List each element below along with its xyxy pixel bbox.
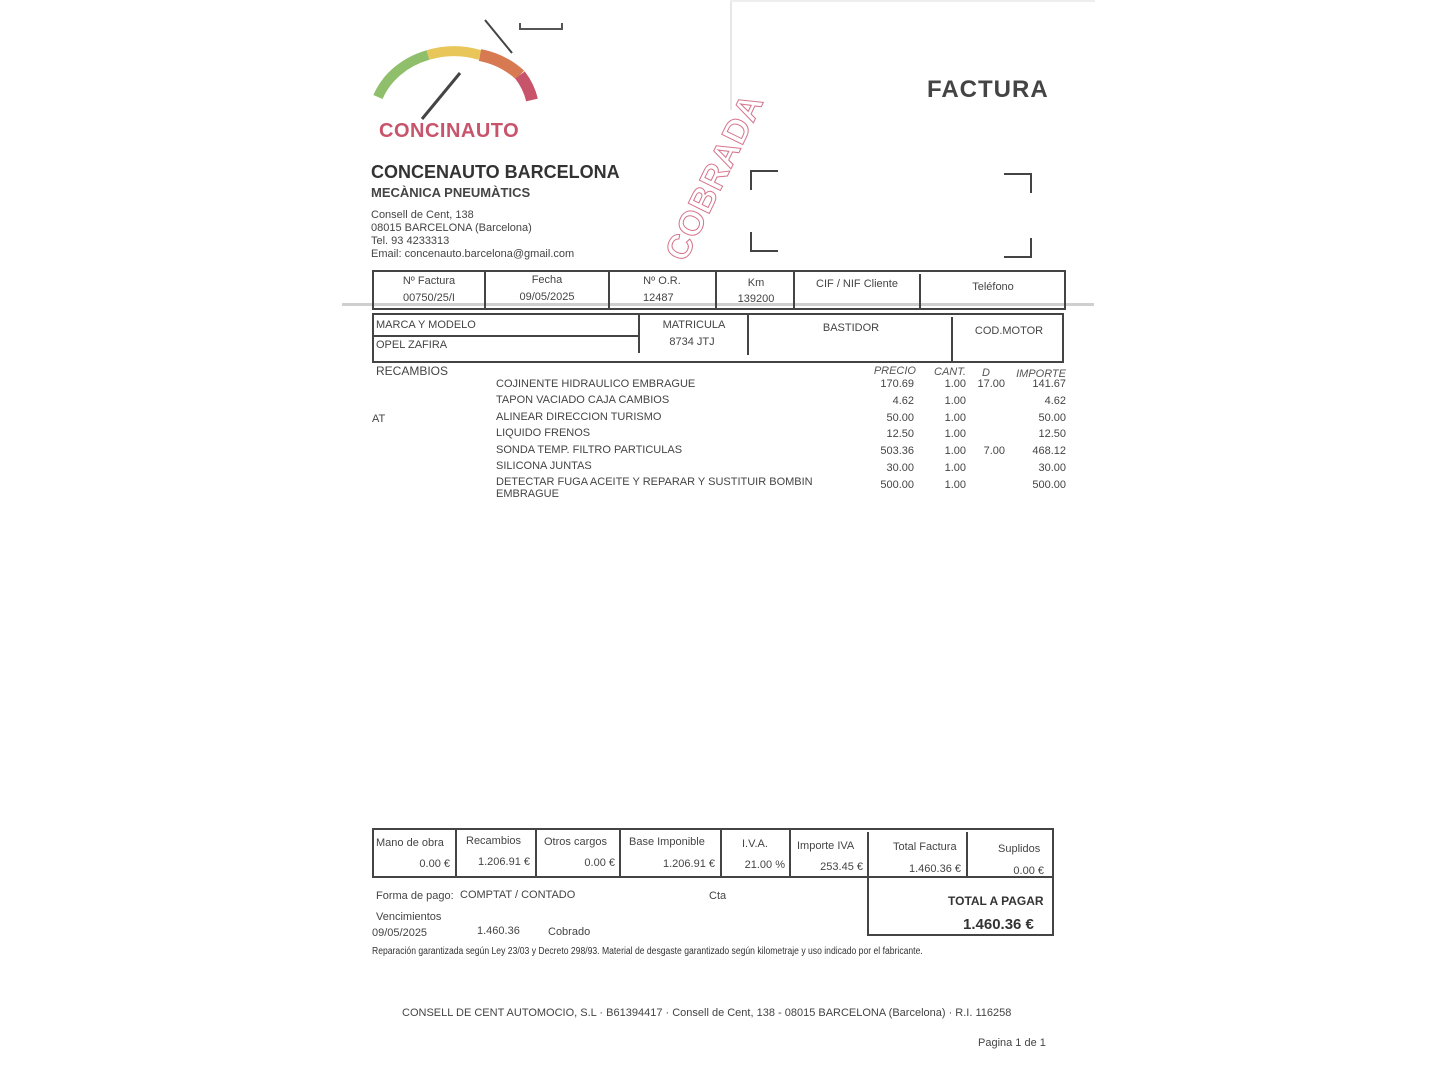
divider [919, 274, 921, 308]
divider [867, 832, 869, 876]
legal-notice: Reparación garantizada según Ley 23/03 y Decreto 298/93. Material de desgaste garantizado según kilometraje y uso indicado por el fabricante. [372, 946, 923, 957]
suplidos-value: 0.00 € [1013, 865, 1044, 877]
company-name: CONCENAUTO BARCELONA [371, 162, 620, 182]
line-quantity: 1.00 [944, 394, 966, 407]
address-bracket-top-left [750, 170, 778, 190]
line-description: LIQUIDO FRENOS [496, 427, 591, 440]
logo-wordmark: CONCINAUTO [379, 120, 520, 142]
divider [715, 270, 717, 308]
line-amount: 468.12 [1032, 445, 1066, 457]
address-bracket-bottom-right [1004, 238, 1032, 258]
side-code: AT [372, 413, 386, 425]
phone-label: Teléfono [972, 281, 1014, 293]
total-to-pay-label: TOTAL A PAGAR [948, 894, 1044, 908]
section-label: RECAMBIOS [376, 364, 449, 378]
discount-header: D [982, 367, 990, 379]
divider [789, 830, 791, 876]
invoice-date: 09/05/2025 [519, 291, 575, 303]
speedometer-logo-icon [370, 15, 570, 120]
company-subtitle: MECÀNICA PNEUMÀTICS [371, 185, 531, 200]
labor-value: 0.00 € [419, 858, 450, 870]
qty-header: CANT. [934, 366, 966, 378]
payment-method-label: Forma de pago: [376, 890, 454, 902]
iva-amount-value: 253.45 € [820, 861, 863, 873]
iva-label: I.V.A. [742, 838, 768, 850]
chassis-label: BASTIDOR [822, 322, 880, 334]
divider [455, 828, 457, 876]
line-price: 503.36 [880, 445, 914, 457]
line-description-cont: EMBRAGUE [496, 488, 559, 501]
or-label: Nº O.R. [643, 275, 681, 287]
other-label: Otros cargos [544, 836, 607, 848]
line-price: 30.00 [886, 461, 914, 474]
due-amount: 1.460.36 [477, 925, 520, 937]
line-discount: 17.00 [977, 378, 1005, 390]
line-description: COJINENTE HIDRAULICO EMBRAGUE [496, 378, 696, 390]
divider [720, 830, 722, 876]
divider [638, 313, 640, 353]
invoice-no-label: Nº Factura [402, 275, 456, 287]
cif-label: CIF / NIF Cliente [816, 278, 898, 290]
line-description: DETECTAR FUGA ACEITE Y REPARAR Y SUSTITUIR BOMBIN [496, 476, 813, 489]
date-label: Fecha [531, 274, 563, 286]
line-amount: 12.50 [1038, 428, 1066, 441]
total-invoice-value: 1.460.36 € [909, 863, 961, 875]
model-label: MARCA Y MODELO [376, 319, 476, 331]
company-phone: Tel. 93 4233313 [371, 235, 450, 247]
line-description: SILICONA JUNTAS [496, 460, 592, 472]
divider [535, 828, 537, 876]
parts-label: Recambios [466, 835, 522, 847]
page-number: Pagina 1 de 1 [978, 1037, 1046, 1049]
scan-edge-line [730, 0, 732, 110]
invoice-no: 00750/25/I [403, 292, 455, 304]
document-title: FACTURA [927, 76, 1049, 103]
payment-method: COMPTAT / CONTADO [460, 889, 576, 901]
other-value: 0.00 € [584, 857, 615, 869]
iva-rate: 21.00 % [744, 859, 785, 871]
company-address: Consell de Cent, 138 [371, 209, 474, 221]
divider [372, 335, 638, 337]
total-invoice-label: Total Factura [893, 841, 957, 853]
labor-label: Mano de obra [376, 837, 444, 849]
line-price: 50.00 [886, 411, 914, 424]
due-label: Vencimientos [376, 911, 442, 923]
line-quantity: 1.00 [944, 378, 966, 390]
footer-company: CONSELL DE CENT AUTOMOCIO, S.L · B61394417 · Consell de Cent, 138 - 08015 BARCELONA (Barcelona) · R.I. 116258 [402, 1007, 1012, 1019]
plate-label: MATRICULA [662, 319, 726, 331]
price-header: PRECIO [873, 365, 916, 377]
base-label: Base Imponible [629, 836, 705, 848]
line-description: ALINEAR DIRECCION TURISMO [496, 410, 662, 423]
km-value: 139200 [737, 293, 775, 305]
parts-value: 1.206.91 € [478, 856, 530, 868]
line-amount: 500.00 [1032, 478, 1066, 491]
line-amount: 50.00 [1038, 411, 1066, 424]
divider [608, 270, 610, 308]
address-bracket-top-right [1004, 173, 1032, 193]
line-description: TAPON VACIADO CAJA CAMBIOS [496, 394, 670, 407]
line-quantity: 1.00 [944, 445, 966, 457]
scan-edge-line [730, 0, 1095, 2]
line-quantity: 1.00 [944, 461, 966, 474]
line-quantity: 1.00 [944, 478, 966, 491]
vehicle-plate: 8734 JTJ [669, 336, 715, 348]
total-to-pay-value: 1.460.36 € [963, 916, 1034, 933]
due-date: 09/05/2025 [372, 927, 428, 939]
or-number: 12487 [643, 292, 674, 304]
address-bracket-bottom-left [750, 232, 778, 252]
line-description: SONDA TEMP. FILTRO PARTICULAS [496, 443, 683, 456]
divider [747, 315, 749, 355]
vehicle-model: OPEL ZAFIRA [376, 339, 448, 351]
line-price: 4.62 [892, 394, 914, 407]
due-status: Cobrado [548, 926, 591, 938]
base-value: 1.206.91 € [663, 858, 715, 870]
divider [951, 317, 953, 361]
line-price: 170.69 [880, 378, 914, 390]
line-amount: 4.62 [1044, 394, 1066, 407]
divider [619, 828, 621, 876]
km-label: Km [747, 277, 765, 289]
line-quantity: 1.00 [944, 411, 966, 424]
engine-label: COD.MOTOR [974, 325, 1044, 337]
suplidos-label: Suplidos [998, 843, 1041, 855]
divider [484, 270, 486, 308]
divider [793, 272, 795, 308]
line-quantity: 1.00 [944, 428, 966, 441]
amount-header: IMPORTE [1016, 368, 1066, 380]
divider [966, 832, 968, 876]
paid-stamp: COBRADA [658, 87, 772, 267]
line-amount: 30.00 [1038, 461, 1066, 474]
line-price: 500.00 [880, 478, 914, 491]
account-label: Cta [709, 890, 727, 902]
iva-amount-label: Importe IVA [797, 840, 855, 852]
line-discount: 7.00 [983, 445, 1005, 457]
line-amount: 141.67 [1032, 378, 1066, 390]
line-price: 12.50 [886, 428, 914, 441]
company-city: 08015 BARCELONA (Barcelona) [371, 222, 532, 234]
company-email: Email: concenauto.barcelona@gmail.com [371, 248, 575, 260]
